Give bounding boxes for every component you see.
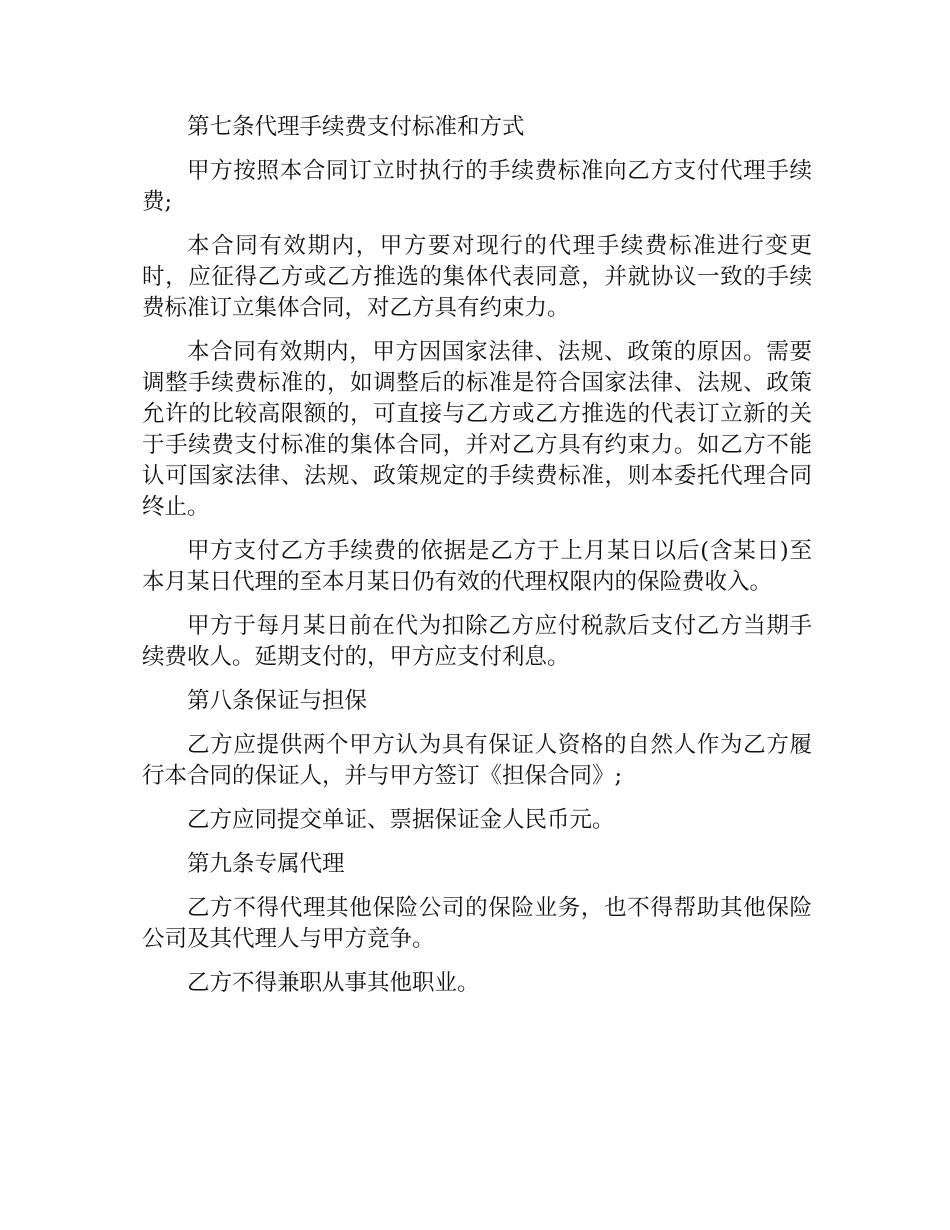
paragraph-deposit: 乙方应同提交单证、票据保证金人民币元。 — [187, 807, 615, 833]
paragraph-fee-change: 本合同有效期内，甲方要对现行的代理手续费标准进行变更时，应征得乙方或乙方推选的集体代表同意，并就协议一致的手续费标准订立集体合同，对乙方具有约束力。 — [142, 233, 812, 321]
article-7-heading: 第七条代理手续费支付标准和方式 — [187, 114, 525, 140]
paragraph-fee-adjustment: 本合同有效期内，甲方因国家法律、法规、政策的原因。需要调整手续费标准的，如调整后的标准是符合国家法律、法规、政策允许的比较高限额的，可直接与乙方或乙方推选的代表订立新的关于手续费支付标准的集体合同，并对乙方具有约束力。如乙方不能认可国家法律、法规、政策规定的手续费标准，则本委托代理合同终止。 — [142, 339, 812, 520]
article-9-heading: 第九条专属代理 — [187, 851, 345, 877]
paragraph-fee-standard: 甲方按照本合同订立时执行的手续费标准向乙方支付代理手续费; — [142, 158, 812, 215]
paragraph-guarantor: 乙方应提供两个甲方认为具有保证人资格的自然人作为乙方履行本合同的保证人，并与甲方签订《担保合同》; — [142, 732, 812, 789]
paragraph-fee-payment: 甲方于每月某日前在代为扣除乙方应付税款后支付乙方当期手续费收人。延期支付的，甲方应支付利息。 — [142, 613, 812, 670]
paragraph-exclusive-agency: 乙方不得代理其他保险公司的保险业务，也不得帮助其他保险公司及其代理人与甲方竞争。 — [142, 895, 812, 952]
document-page — [142, 112, 812, 1012]
paragraph-fee-basis: 甲方支付乙方手续费的依据是乙方于上月某日以后(含某日)至本月某日代理的至本月某日仍有效的代理权限内的保险费收入。 — [142, 538, 812, 595]
paragraph-no-other-job: 乙方不得兼职从事其他职业。 — [187, 970, 480, 996]
article-8-heading: 第八条保证与担保 — [187, 688, 368, 714]
